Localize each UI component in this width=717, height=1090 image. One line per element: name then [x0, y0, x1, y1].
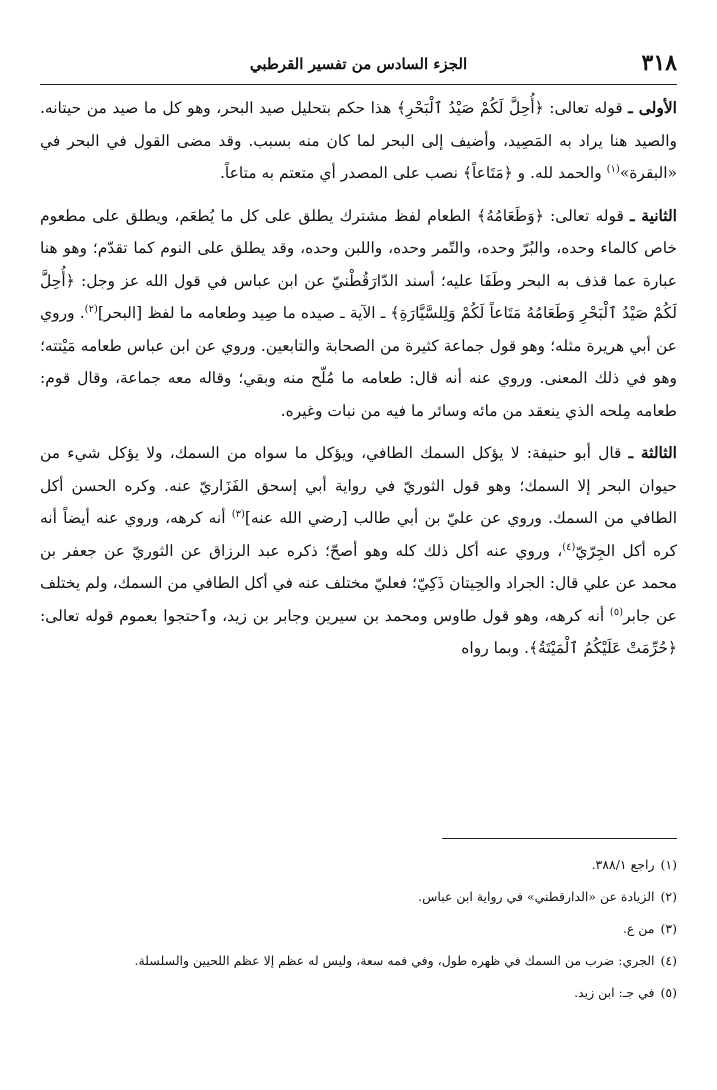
footnote-text: الزيادة عن «الدارقطني» في رواية ابن عباس.	[418, 889, 655, 904]
section-first	[40, 92, 677, 190]
footnotes	[40, 852, 677, 1006]
section-lead: الثالثة ـ	[628, 443, 677, 462]
running-title: الجزء السادس من تفسير القرطبي	[249, 55, 468, 73]
section-text: قوله تعالى: ﴿وَطَعَامُهُ﴾ الطعام لفظ مشترك يطلق على كل ما يُطعَم، ويطلق على مطعوم خاص كالماء وحده، والبُرّ وحده، والتّمر وحده، واللبن وحده، وقد يطلق على النوم كما تقدّم؛ وهو هنا عبارة عما قذف به البحر وطَفَا عليه؛ أسند الدّارَقُطْنيّ عن ابن عباس في قول الله عز وجل: ﴿أُحِلَّ لَكُمْ صَيْدُ ٱلْبَحْرِ وَطَعَامُهُ مَتَاعاً لَكُمْ وَلِلسَّيَّارَةِ﴾ ـ الآية ـ صيده ما صِيد وطعامه ما لفظ [البحر]	[40, 206, 677, 322]
page-number: ٣١٨	[641, 50, 677, 76]
footnote-number: (١)	[660, 857, 677, 872]
section-lead: الأولى ـ	[628, 98, 677, 117]
footnote	[40, 884, 677, 910]
footnote-text: في جـ: ابن زيد.	[574, 985, 655, 1000]
footnote-number: (٣)	[660, 921, 677, 936]
footnote	[40, 916, 677, 942]
section-text: أنه كرهه، وروي عنه أيضاً أنه كره أكل الجِرّيّ	[40, 509, 677, 560]
section-second	[40, 200, 677, 428]
footnote-text: من ع.	[622, 921, 655, 936]
footnote-ref: (٥)	[609, 606, 624, 618]
page-header	[40, 50, 677, 85]
section-text: قوله تعالى: ﴿أُحِلَّ لَكُمْ صَيْدُ ٱلْبَحْرِ﴾ هذا حكم بتحليل صيد البحر، وهو كل ما صيد من حيتانه. والصيد هنا يراد به المَصِيد، وأضيف إلى البحر لما كان منه بسبب. وقد مضى القول في البحر في «البقرة»	[40, 99, 677, 182]
footnote-number: (٤)	[660, 953, 677, 968]
footnote-ref: (٢)	[84, 303, 98, 315]
section-text: قال أبو حنيفة: لا يؤكل السمك الطافي، ويؤكل ما سواه من السمك، ولا يؤكل شيء من حيوان البحر إلا السمك؛ وهو قول الثوريّ في رواية أبي إسحق الفَزَاريّ عنه. وكره الحسن أكل الطافي من السمك. وروي عن عليّ بن أبي طالب [رضي الله عنه]	[40, 444, 677, 527]
footnote-ref: (١)	[606, 163, 620, 175]
footnote-number: (٢)	[660, 889, 677, 904]
footnote-ref: (٣)	[231, 508, 245, 520]
footnote	[40, 980, 677, 1006]
footnote-number: (٥)	[660, 985, 677, 1000]
section-text: أنه كرهه، وهو قول طاوس ومحمد بن سيرين وجابر بن زيد، وٱحتجوا بعموم قوله تعالى: ﴿حُرِّمَتْ عَلَيْكُمُ ٱلْمَيْتَةُ﴾. وبما رواه	[40, 606, 677, 657]
footnote-separator	[442, 838, 677, 839]
footnote-ref: (٤)	[562, 541, 576, 553]
section-lead: الثانية ـ	[630, 205, 677, 225]
section-third	[40, 437, 677, 665]
footnote-text: الجري: ضرب من السمك في ظهره طول، وفي فمه سعة، وليس له عظم إلا عظم اللحيين والسلسلة.	[134, 953, 655, 968]
section-text: والحمد لله. و ﴿مَتَاعاً﴾ نصب على المصدر أي متعتم به متاعاً.	[219, 164, 607, 182]
section-text: ، وروي عنه أكل ذلك كله وهو أصحّ؛ ذكره عبد الرزاق عن الثوريّ عن جعفر بن محمد عن علي قال: الجراد والحِيتان ذَكِيّ؛ فعليّ مختلف عنه في أكل الطافي من السمك، ولم يختلف عن جابر	[40, 541, 677, 625]
footnote-text: راجع ٣٨٨/١.	[591, 857, 655, 872]
footnote	[40, 852, 677, 878]
section-text: . وروي عن أبي هريرة مثله؛ وهو قول جماعة كثيرة من الصحابة والتابعين. وروي عن ابن عباس طعامه مَيْتته؛ وهو في ذلك المعنى. وروي عنه أنه قال: طعامه ما مُلّح منه وبقي؛ وقاله معه جماعة، وقال قوم: طعامه مِلحه الذي ينعقد من مائه وسائر ما فيه من نبات وغيره.	[40, 304, 677, 420]
main-text	[40, 92, 677, 665]
footnote	[40, 948, 677, 974]
